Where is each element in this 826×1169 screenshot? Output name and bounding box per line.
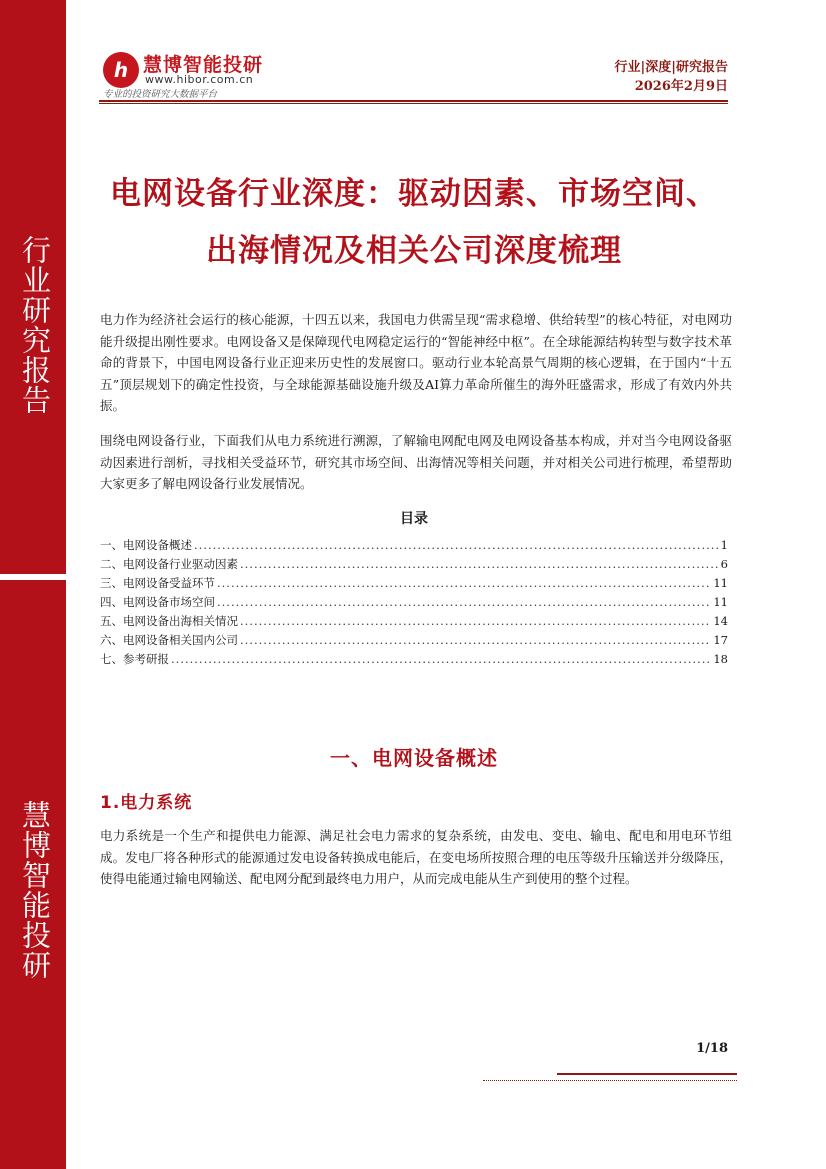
table-of-contents xyxy=(100,537,728,670)
toc-item-label: 二、电网设备行业驱动因素 xyxy=(100,557,238,571)
toc-title: 目录 xyxy=(400,511,428,527)
intro-paragraph-2: 围绕电网设备行业，下面我们从电力系统进行溯源，了解输电网配电网及电网设备基本构成，并对当今电网设备驱动因素进行剖析，寻找相关受益环节，研究其市场空间、出海情况等相关问题，并对相关公司进行梳理，希望帮助大家更多了解电网设备行业发展情况。 xyxy=(100,433,732,491)
sidebar-brand: 慧博智能投研 xyxy=(18,800,52,980)
toc-leader xyxy=(240,633,711,647)
toc-item[interactable] xyxy=(100,556,728,575)
subsection-heading: 1.电力系统 xyxy=(100,793,193,813)
toc-item-label: 六、电网设备相关国内公司 xyxy=(100,633,238,647)
header-rule-thin xyxy=(99,103,728,104)
section-body: 电力系统是一个生产和提供电力能源、满足社会电力需求的复杂系统，由发电、变电、输电、配电和用电环节组成。发电厂将各种形式的能源通过发电设备转换成电能后，在变电场所按照合理的电压等级升压输送并分级降压，使得电能通过输电网输送、配电网分配到最终电力用户，从而完成电能从生产到使用的整个过程。 xyxy=(100,828,732,886)
toc-item-label: 一、电网设备概述 xyxy=(100,538,192,552)
toc-item[interactable] xyxy=(100,537,728,556)
toc-item-page: 11 xyxy=(713,576,728,590)
toc-item[interactable] xyxy=(100,575,728,594)
toc-leader xyxy=(217,576,711,590)
footer-dotted-rule xyxy=(483,1080,737,1081)
toc-leader xyxy=(171,652,711,666)
sidebar-report-type: 行业研究报告 xyxy=(18,235,52,415)
logo-icon: h xyxy=(103,52,139,88)
toc-item[interactable] xyxy=(100,651,728,670)
section-heading: 一、电网设备概述 xyxy=(330,746,498,770)
toc-item-page: 14 xyxy=(713,614,728,628)
logo-url: www.hibor.com.cn xyxy=(145,73,254,86)
toc-item-label: 三、电网设备受益环节 xyxy=(100,576,215,590)
page-number: 1/18 xyxy=(696,1041,728,1056)
toc-leader xyxy=(240,614,711,628)
toc-leader xyxy=(217,595,711,609)
header-rule xyxy=(99,100,728,102)
report-title-line2: 出海情况及相关公司深度梳理 xyxy=(206,233,622,269)
toc-item-label: 五、电网设备出海相关情况 xyxy=(100,614,238,628)
report-category: 行业|深度|研究报告 xyxy=(614,60,728,75)
toc-item[interactable] xyxy=(100,594,728,613)
intro-paragraph-1: 电力作为经济社会运行的核心能源，十四五以来，我国电力供需呈现“需求稳增、供给转型”的核心特征，对电网功能升级提出刚性要求。电网设备又是保障现代电网稳定运行的“智能神经中枢”。在全球能源结构转型与数字技术革命的背景下，中国电网设备行业正迎来历史性的发展窗口。驱动行业本轮高景气周期的核心逻辑，在于国内“十五五”顶层规划下的确定性投资，与全球能源基础设施升级及AI算力革命所催生的海外旺盛需求，形成了有效内外共振。 xyxy=(100,312,732,413)
toc-item-page: 1 xyxy=(720,538,728,552)
toc-leader xyxy=(240,557,719,571)
toc-item-page: 17 xyxy=(713,633,728,647)
toc-item-page: 6 xyxy=(720,557,728,571)
toc-item-label: 七、参考研报 xyxy=(100,652,169,666)
toc-item-page: 11 xyxy=(713,595,728,609)
logo-slogan: 专业的投资研究大数据平台 xyxy=(103,89,218,100)
report-date: 2026年2月9日 xyxy=(634,79,728,94)
toc-item[interactable] xyxy=(100,632,728,651)
logo xyxy=(103,50,333,100)
footer-rule xyxy=(557,1073,737,1075)
header-info xyxy=(615,58,728,96)
toc-leader xyxy=(194,538,719,552)
toc-item-page: 18 xyxy=(713,652,728,666)
sidebar-divider xyxy=(0,574,66,580)
report-title-line1: 电网设备行业深度：驱动因素、市场空间、 xyxy=(110,176,718,212)
sidebar xyxy=(0,0,66,1169)
toc-item[interactable] xyxy=(100,613,728,632)
logo-name: 慧博智能投研 xyxy=(143,54,264,76)
toc-item-label: 四、电网设备市场空间 xyxy=(100,595,215,609)
